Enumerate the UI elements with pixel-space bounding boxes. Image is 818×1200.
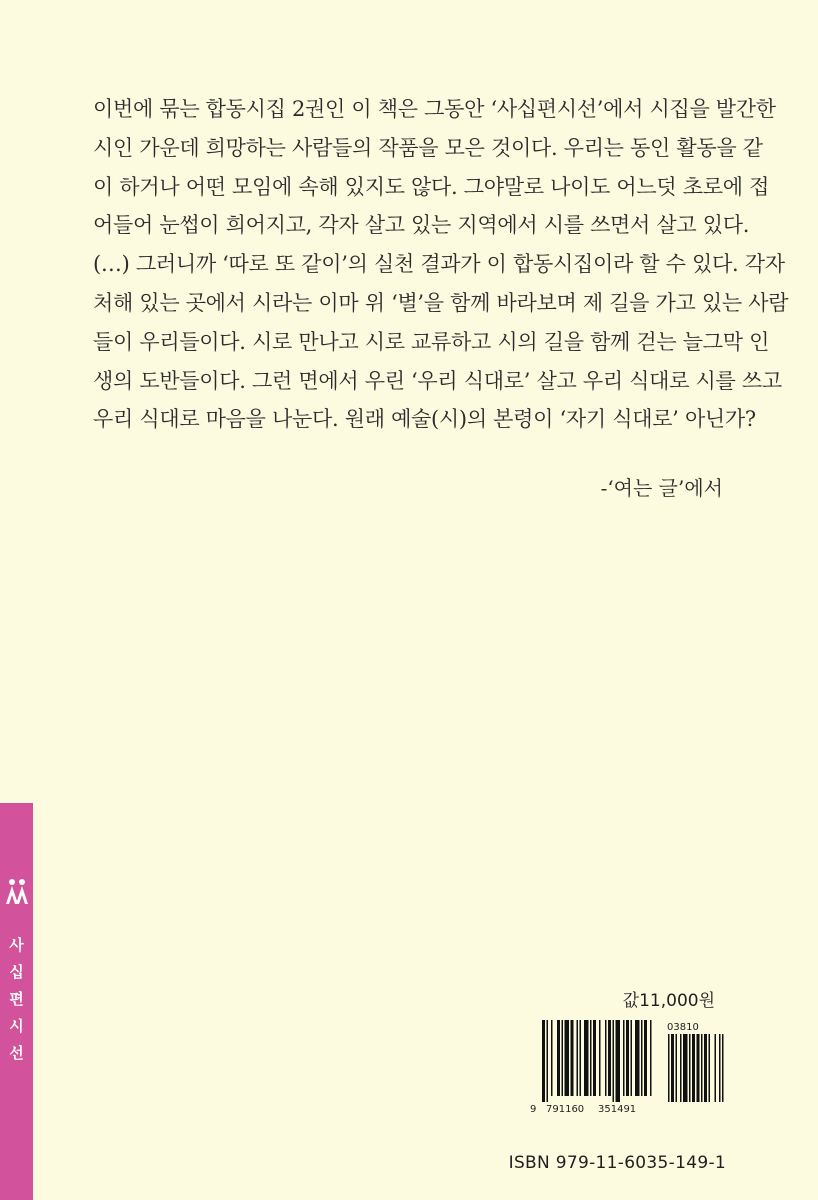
barcode-bar [577, 1020, 579, 1096]
barcode-addon-bar [676, 1034, 678, 1102]
blurb-line: 생의 도반들이다. 그런 면에서 우린 ‘우리 식대로’ 살고 우리 식대로 시를 쓰고 [93, 368, 782, 393]
barcode-bar [590, 1020, 592, 1096]
barcode-bar [635, 1020, 640, 1096]
barcode-addon-bar [697, 1034, 700, 1102]
barcode-bar [584, 1020, 589, 1096]
barcode-bar [613, 1020, 615, 1102]
barcode-addon-bar [683, 1034, 688, 1102]
barcode-addon-bar [692, 1034, 695, 1102]
isbn-number: ISBN 979-11-6035-149-1 [508, 1153, 726, 1173]
blurb-line: 어들어 눈썹이 희어지고, 각자 살고 있는 지역에서 시를 쓰면서 살고 있다. [93, 213, 750, 238]
barcode-addon-bar [701, 1034, 703, 1102]
barcode-main-bars [542, 1020, 652, 1102]
series-title [0, 932, 33, 1067]
barcode-bar [565, 1020, 570, 1096]
barcode-prefix-digit: 9 [530, 1104, 537, 1115]
barcode-bar [631, 1020, 633, 1096]
barcode-bar [616, 1020, 621, 1102]
blurb-line: 이번에 묶는 합동시집 2권인 이 책은 그동안 ‘사십편시선’에서 시집을 발간한 [93, 97, 776, 121]
barcode-addon-bar [719, 1034, 721, 1102]
isbn-barcode [530, 1018, 726, 1134]
barcode-bar [562, 1020, 564, 1096]
series-title-char: 편 [9, 990, 24, 1008]
barcode-bar [599, 1020, 601, 1096]
barcode-bar [542, 1020, 545, 1102]
barcode-bar [547, 1020, 549, 1102]
back-cover-blurb [93, 90, 789, 439]
barcode-right-digits: 351491 [598, 1104, 637, 1115]
series-title-char: 십 [9, 963, 24, 981]
barcode-bar [626, 1020, 629, 1096]
barcode-addon-number: 03810 [667, 1022, 699, 1033]
series-title-char: 시 [9, 1017, 24, 1035]
blurb-line: (…) 그러니까 ‘따로 또 같이’의 실천 결과가 이 합동시집이라 할 수 있다. 각자 [93, 252, 785, 277]
barcode-bar [644, 1020, 647, 1096]
barcode-addon-bar [680, 1034, 682, 1102]
blurb-line: 들이 우리들이다. 시로 만나고 시로 교류하고 시의 길을 함께 걷는 늘그막 인 [93, 329, 770, 354]
series-title-char: 선 [9, 1044, 24, 1062]
barcode-bar [557, 1020, 560, 1096]
barcode-addon-bar [689, 1034, 691, 1102]
barcode-bar [641, 1020, 643, 1096]
barcode-addon-bar [715, 1034, 717, 1102]
barcode-bar [650, 1020, 652, 1096]
barcode-bar [580, 1020, 582, 1096]
barcode-addon-bar [709, 1034, 711, 1102]
blurb-attribution: -‘여는 글’에서 [600, 476, 723, 500]
blurb-line: 처해 있는 곳에서 시라는 이마 위 ‘별’을 함께 바라보며 제 길을 가고 있는 사람 [93, 290, 789, 315]
blurb-line: 이 하거나 어떤 모임에 속해 있지도 않다. 그야말로 나이도 어느덧 초로에 접 [93, 174, 770, 199]
blurb-line: 시인 가운데 희망하는 사람들의 작품을 모은 것이다. 우리는 동인 활동을 같 [93, 135, 763, 160]
barcode-bar [551, 1020, 553, 1096]
barcode-left-digits: 791160 [546, 1104, 585, 1115]
price-label: 값11,000원 [622, 991, 715, 1011]
barcode-bar [571, 1020, 574, 1096]
barcode-bar [608, 1020, 611, 1096]
barcode-addon-bars [668, 1034, 724, 1102]
barcode-addon-bar [668, 1034, 670, 1102]
barcode-addon-bar [671, 1034, 674, 1102]
barcode-addon-bar [704, 1034, 707, 1102]
barcode-bar [623, 1020, 625, 1096]
series-title-char: 사 [9, 936, 24, 954]
blurb-line: 우리 식대로 마음을 나눈다. 원래 예술(시)의 본령이 ‘자기 식대로’ 아닌가? [93, 407, 756, 432]
double-person-logo-icon [5, 878, 29, 906]
barcode-bar [605, 1020, 607, 1096]
barcode-addon-bar [722, 1034, 724, 1102]
barcode-bar [593, 1020, 596, 1096]
